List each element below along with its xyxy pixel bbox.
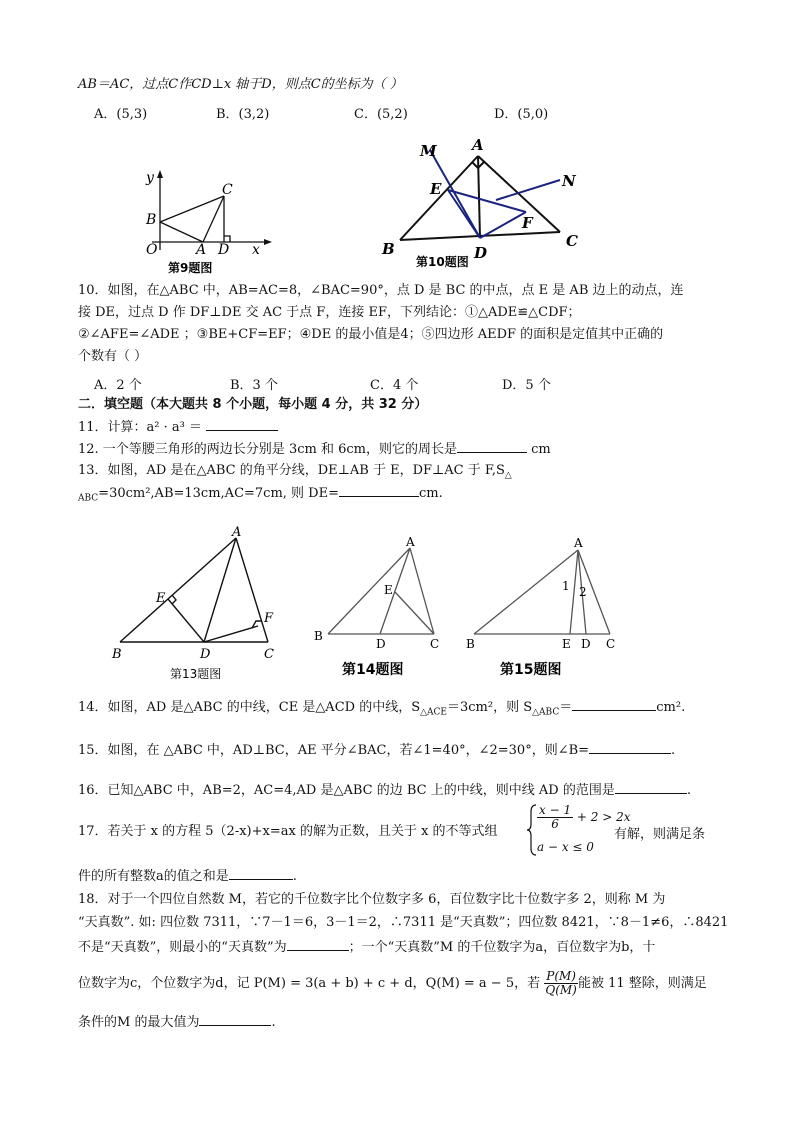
q10-label-A: A bbox=[472, 136, 484, 154]
q18-end: . bbox=[271, 1015, 276, 1030]
q18-line-2: “天真数”. 如: 四位数 7311，∵7－1＝6，3－1＝2，∴7311 是“天真数”；四位数 8421，∵8－1≠6，∴8421 bbox=[78, 915, 729, 930]
q10-label-B: B bbox=[382, 240, 395, 258]
q13-label-E: E bbox=[156, 591, 166, 606]
q14-label-D: D bbox=[376, 637, 386, 651]
q10-label-C: C bbox=[566, 232, 578, 250]
figure-q10 bbox=[376, 134, 596, 270]
q14-answer-blank[interactable] bbox=[572, 698, 656, 711]
q10-stem-line-4: 个数有（ ） bbox=[78, 349, 148, 364]
q13-unit: cm. bbox=[418, 486, 443, 501]
q10-option-a[interactable]: A．2 个 bbox=[94, 378, 142, 393]
q15-label-A: A bbox=[574, 536, 583, 550]
q18-line-5-text: 条件的M 的最大值为 bbox=[78, 1015, 200, 1030]
figure-q14 bbox=[310, 534, 460, 684]
q18-line-4b: 能被 11 整除，则满足 bbox=[577, 976, 707, 991]
q13-text-1: 13．如图，AD 是在△ABC 的角平分线，DE⊥AB 于 E，DF⊥AC 于 F,S bbox=[78, 463, 505, 478]
q10-caption: 第10题图 bbox=[416, 255, 469, 269]
q14-label-C: C bbox=[430, 637, 440, 651]
q12-text: 12. 一个等腰三角形的两边长分别是 3cm 和 6cm，则它的周长是 bbox=[78, 442, 457, 457]
q9-option-d[interactable]: D．(5,0) bbox=[494, 107, 549, 122]
q15-caption: 第15题图 bbox=[500, 662, 562, 678]
q11-answer-blank[interactable] bbox=[206, 418, 278, 431]
q13-label-A: A bbox=[232, 525, 242, 540]
q9-label-y: y bbox=[146, 170, 154, 186]
q17-inequality-system bbox=[527, 803, 631, 856]
q10-label-D: D bbox=[474, 244, 488, 262]
brace-icon bbox=[527, 804, 537, 856]
q18-fraction bbox=[544, 970, 578, 997]
q11-line bbox=[78, 418, 278, 437]
q14-label-E: E bbox=[384, 583, 393, 597]
q15-label-B: B bbox=[466, 637, 475, 651]
q12-line bbox=[78, 440, 551, 459]
q18-line-4 bbox=[78, 970, 707, 997]
q9-option-c[interactable]: C．(5,2) bbox=[354, 107, 408, 122]
q12-unit: cm bbox=[531, 442, 551, 457]
q17-line-2 bbox=[78, 867, 297, 886]
q13-caption: 第13题图 bbox=[170, 667, 222, 681]
q17-end: . bbox=[292, 869, 297, 884]
q13-sub-1: △ bbox=[504, 470, 512, 481]
q16-text: 16．已知△ABC 中，AB=2，AC=4,AD 是△ABC 的边 BC 上的中线，则中线 AD 的范围是 bbox=[78, 783, 615, 798]
q14-caption: 第14题图 bbox=[342, 662, 404, 678]
q18-line-3 bbox=[78, 938, 655, 957]
q17-ineq-1-rest: + 2 > 2x bbox=[576, 810, 631, 824]
q16-line bbox=[78, 781, 691, 800]
q10-stem-line-2: 接 DE，过点 D 作 DF⊥DE 交 AC 于点 F，连接 EF，下列结论：①△ADE≌△CDF； bbox=[78, 305, 581, 320]
q15-label-E: E bbox=[562, 637, 571, 651]
q15-label-C: C bbox=[606, 637, 616, 651]
q14-text-c: ＝ bbox=[559, 700, 573, 715]
q9-label-x: x bbox=[252, 242, 260, 258]
q14-text-b: ＝3cm²，则 S bbox=[447, 700, 533, 715]
q10-label-F: F bbox=[522, 214, 533, 232]
q9-label-O: O bbox=[146, 242, 158, 258]
q14-sub-1: △ACE bbox=[420, 707, 447, 718]
q9-option-b[interactable]: B．(3,2) bbox=[216, 107, 270, 122]
q13-label-B: B bbox=[112, 647, 122, 662]
q11-text: 11．计算：a² · a³ ＝ bbox=[78, 420, 202, 435]
q17-frac-num: x − 1 bbox=[539, 803, 572, 817]
q17-answer-blank[interactable] bbox=[229, 867, 293, 880]
q18-frac-num: P(M) bbox=[546, 969, 576, 983]
q10-stem-line-1: 10．如图，在△ABC 中，AB=AC=8，∠BAC=90°，点 D 是 BC 的中点，点 E 是 AB 边上的动点，连 bbox=[78, 283, 684, 298]
q10-option-d[interactable]: D．5 个 bbox=[502, 378, 551, 393]
q15-label-2: 2 bbox=[579, 585, 587, 599]
figure-q13 bbox=[104, 524, 294, 684]
q15-label-1: 1 bbox=[562, 579, 570, 593]
q17-frac-den: 6 bbox=[551, 817, 559, 831]
q17-text-b: 有解，则满足条 bbox=[614, 827, 706, 842]
q18-frac-den: Q(M) bbox=[545, 983, 577, 997]
q13-label-D: D bbox=[200, 647, 211, 662]
q10-label-E: E bbox=[430, 180, 442, 198]
figure-q9 bbox=[140, 166, 280, 276]
q14-line bbox=[78, 698, 685, 722]
q9-caption: 第9题图 bbox=[168, 261, 213, 275]
q13-sub-2: ABC bbox=[78, 493, 99, 504]
q10-label-N: N bbox=[562, 172, 576, 190]
q17-fraction bbox=[537, 804, 573, 831]
q15-text: 15．如图，在 △ABC 中，AD⊥BC，AE 平分∠BAC，若∠1=40°，∠2=30°，则∠B= bbox=[78, 743, 590, 758]
q9-label-A: A bbox=[196, 242, 207, 258]
q18-answer-blank-1[interactable] bbox=[287, 938, 349, 951]
q9-label-B: B bbox=[146, 212, 157, 228]
q17-ineq-2: a − x ≤ 0 bbox=[537, 840, 594, 854]
q14-sub-2: △ABC bbox=[532, 707, 560, 718]
q18-line-5 bbox=[78, 1013, 276, 1032]
q13-answer-blank[interactable] bbox=[339, 484, 419, 497]
q10-option-b[interactable]: B．3 个 bbox=[230, 378, 278, 393]
q15-end: . bbox=[671, 743, 676, 758]
q18-answer-blank-2[interactable] bbox=[199, 1013, 271, 1026]
q12-answer-blank[interactable] bbox=[457, 440, 527, 453]
q15-answer-blank[interactable] bbox=[589, 741, 671, 754]
section-title-fill-in: 二．填空题（本大题共 8 个小题，每小题 4 分，共 32 分） bbox=[78, 397, 428, 412]
q16-answer-blank[interactable] bbox=[615, 781, 687, 794]
q14-text-a: 14．如图，AD 是△ABC 的中线，CE 是△ACD 的中线，S bbox=[78, 700, 421, 715]
q17-text-a: 17．若关于 x 的方程 5（2-x)+x=ax 的解为正数，且关于 x 的不等式组 bbox=[78, 824, 498, 839]
q13-label-C: C bbox=[264, 647, 274, 662]
q9-stem-line: AB＝AC，过点C作CD⊥x 轴于D，则点C的坐标为（ ） bbox=[78, 77, 403, 92]
q13-line-2 bbox=[78, 484, 443, 508]
q9-label-D: D bbox=[218, 242, 230, 258]
figure-q15 bbox=[462, 536, 632, 684]
q10-label-M: M bbox=[420, 142, 437, 160]
q9-label-C: C bbox=[222, 182, 233, 198]
q14-unit: cm². bbox=[656, 700, 686, 715]
q18-line-3a: 不是“天真数”，则最小的“天真数”为 bbox=[78, 940, 287, 955]
q16-end: . bbox=[686, 783, 691, 798]
q18-line-1: 18．对于一个四位自然数 M，若它的千位数字比个位数字多 6，百位数字比十位数字多 2，则称 M 为 bbox=[78, 892, 666, 907]
q18-line-4a: 位数字为c，个位数字为d，记 P(M) = 3(a + b) + c + d，Q(M) = a − 5，若 bbox=[78, 976, 541, 991]
q13-line-1 bbox=[78, 462, 512, 485]
q17-line-2-text: 件的所有整数a的值之和是 bbox=[78, 869, 229, 884]
q13-text-2: =30cm²,AB=13cm,AC=7cm, 则 DE= bbox=[98, 486, 339, 501]
q14-label-A: A bbox=[406, 535, 415, 549]
q15-label-D: D bbox=[581, 637, 591, 651]
q14-label-B: B bbox=[314, 629, 323, 643]
q9-option-a[interactable]: A．(5,3) bbox=[94, 107, 148, 122]
q13-label-F: F bbox=[264, 611, 274, 626]
q18-line-3b: ；一个“天真数”M 的千位数字为a，百位数字为b，十 bbox=[348, 940, 656, 955]
q10-option-c[interactable]: C．4 个 bbox=[370, 378, 419, 393]
q10-stem-line-3: ②∠AFE=∠ADE ；③BE+CF=EF；④DE 的最小值是4；⑤四边形 AEDF 的面积是定值其中正确的 bbox=[78, 327, 664, 342]
q15-line bbox=[78, 741, 675, 760]
